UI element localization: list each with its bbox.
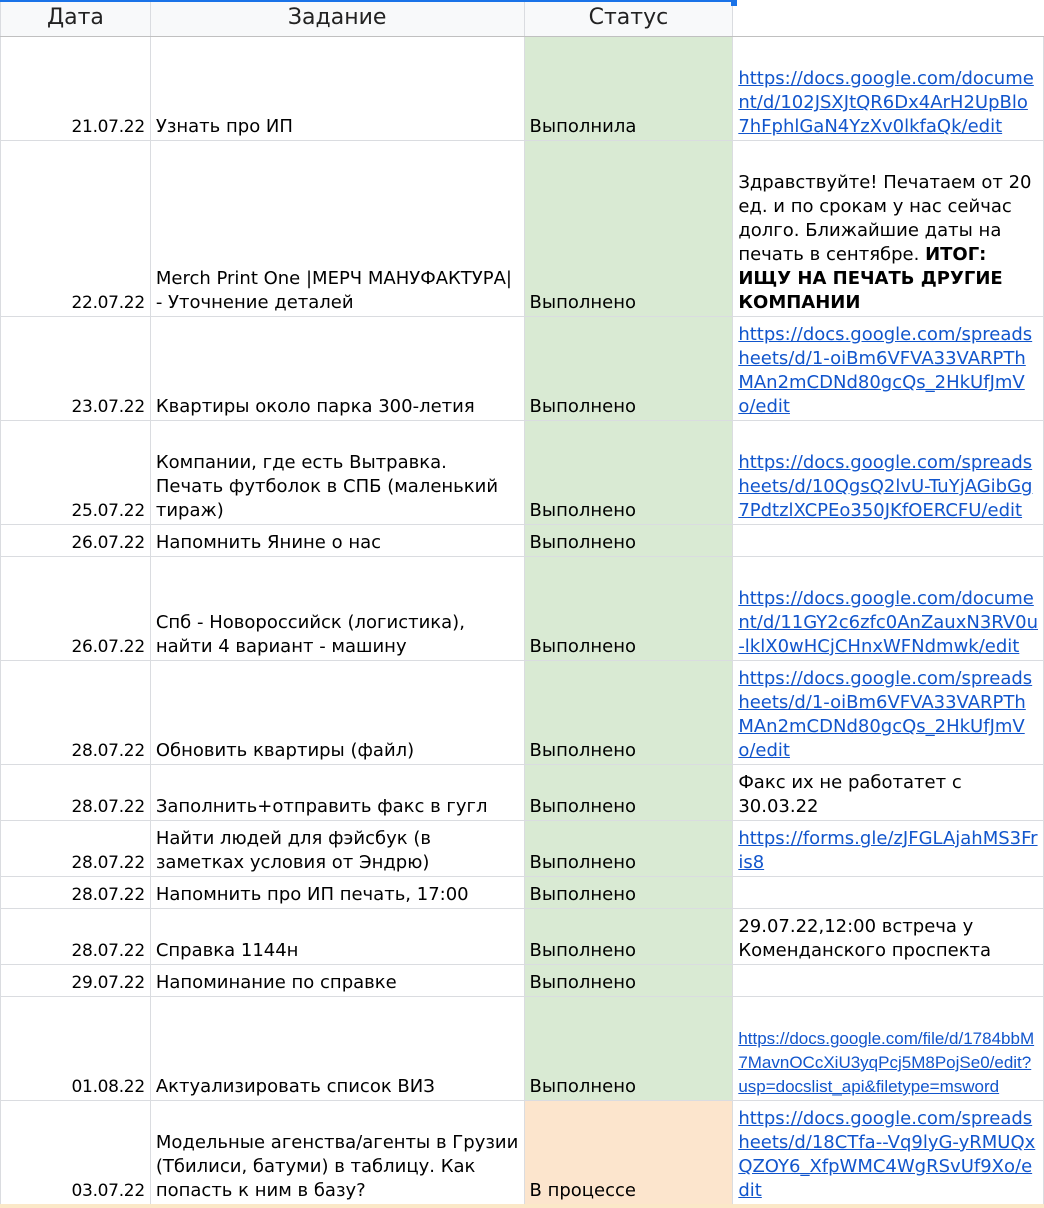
cell-note[interactable] (733, 661, 1044, 765)
cell-note[interactable] (733, 821, 1044, 877)
header-notes[interactable] (733, 1, 1044, 37)
table-row (1, 877, 1044, 909)
table-row (1, 317, 1044, 421)
table-row (1, 661, 1044, 765)
header-row (1, 1, 1044, 37)
note-link[interactable]: https://forms.gle/zJFGLAjahMS3Fris8 (738, 828, 1038, 873)
note-text: Здравствуйте! Печатаем от 20 ед. и по срокам у нас сейчас долго. Ближайшие даты на печать в сентябре. (738, 172, 1032, 265)
cell-task[interactable]: Спб - Новороссийск (логистика), найти 4 вариант - машину (150, 557, 524, 661)
note-text: 29.07.22,12:00 встреча у Коменданского проспекта (738, 916, 992, 961)
table-row (1, 1101, 1044, 1205)
cell-task[interactable]: Модельные агенства/агенты в Грузии (Тбилиси, батуми) в таблицу. Как попасть к ним в базу? (150, 1101, 524, 1205)
table-row (1, 965, 1044, 997)
cell-status[interactable]: Выполнено (524, 661, 733, 765)
note-link[interactable]: https://docs.google.com/document/d/11GY2c6zfc0AnZauxN3RV0u-lklX0wHCjCHnxWFNdmwk/edit (738, 588, 1038, 657)
cell-note[interactable] (733, 141, 1044, 317)
cell-task[interactable]: Обновить квартиры (файл) (150, 661, 524, 765)
table-row (1, 997, 1044, 1101)
cell-date[interactable]: 22.07.22 (1, 141, 151, 317)
cell-status[interactable]: Выполнено (524, 557, 733, 661)
cell-date[interactable]: 28.07.22 (1, 821, 151, 877)
cell-date[interactable]: 26.07.22 (1, 557, 151, 661)
cell-status[interactable]: В процессе (524, 1101, 733, 1205)
cell-status[interactable]: Выполнено (524, 525, 733, 557)
cell-status[interactable]: Выполнено (524, 141, 733, 317)
next-row-edge (0, 1204, 1044, 1208)
cell-note[interactable] (733, 1101, 1044, 1205)
note-link[interactable]: https://docs.google.com/document/d/102JSXJtQR6Dx4ArH2UpBlo7hFphlGaN4YzXv0lkfaQk/edit (738, 68, 1034, 137)
cell-task[interactable]: Справка 1144н (150, 909, 524, 965)
note-link[interactable]: https://docs.google.com/spreadsheets/d/1-oiBm6VFVA33VARPThMAn2mCDNd80gcQs_2HkUfJmVo/edit (738, 324, 1033, 417)
cell-task[interactable]: Напоминание по справке (150, 965, 524, 997)
cell-status[interactable]: Выполнила (524, 37, 733, 141)
cell-status[interactable]: Выполнено (524, 317, 733, 421)
cell-status[interactable]: Выполнено (524, 421, 733, 525)
cell-task[interactable]: Узнать про ИП (150, 37, 524, 141)
cell-date[interactable]: 03.07.22 (1, 1101, 151, 1205)
cell-date[interactable]: 28.07.22 (1, 909, 151, 965)
cell-note[interactable] (733, 765, 1044, 821)
header-task[interactable]: Задание (150, 1, 524, 37)
selection-border (0, 0, 733, 2)
note-link[interactable]: https://docs.google.com/spreadsheets/d/18CTfa--Vq9lyG-yRMUQxQZOY6_XfpWMC4WgRSvUf9Xo/edit (738, 1108, 1036, 1201)
cell-note[interactable] (733, 37, 1044, 141)
header-date[interactable]: Дата (1, 1, 151, 37)
cell-status[interactable]: Выполнено (524, 909, 733, 965)
table-row (1, 141, 1044, 317)
table-row (1, 421, 1044, 525)
cell-date[interactable]: 29.07.22 (1, 965, 151, 997)
cell-date[interactable]: 28.07.22 (1, 765, 151, 821)
cell-note[interactable] (733, 557, 1044, 661)
cell-task[interactable]: Напомнить про ИП печать, 17:00 (150, 877, 524, 909)
table-row (1, 909, 1044, 965)
cell-task[interactable]: Компании, где есть Вытравка. Печать футболок в СПБ (маленький тираж) (150, 421, 524, 525)
table-row (1, 37, 1044, 141)
cell-task[interactable]: Напомнить Янине о нас (150, 525, 524, 557)
cell-task[interactable]: Найти людей для фэйсбук (в заметках условия от Эндрю) (150, 821, 524, 877)
note-link[interactable]: https://docs.google.com/spreadsheets/d/10QgsQ2lvU-TuYjAGibGg7PdtzlXCPEo350JKfOERCFU/edit (738, 452, 1033, 521)
cell-task[interactable]: Квартиры около парка 300-летия (150, 317, 524, 421)
cell-note[interactable] (733, 965, 1044, 997)
note-bold-text: ИТОГ: ИЩУ НА ПЕЧАТЬ ДРУГИЕ КОМПАНИИ (738, 244, 1003, 313)
table-row (1, 525, 1044, 557)
cell-note[interactable] (733, 317, 1044, 421)
note-text: Факс их не работатет с 30.03.22 (738, 772, 962, 817)
note-link[interactable]: https://docs.google.com/file/d/1784bbM7MavnOCcXiU3yqPcj5M8PojSe0/edit?usp=docslist_api&filetype=msword (738, 1029, 1035, 1096)
cell-status[interactable]: Выполнено (524, 997, 733, 1101)
cell-note[interactable] (733, 877, 1044, 909)
cell-note[interactable] (733, 909, 1044, 965)
cell-status[interactable]: Выполнено (524, 877, 733, 909)
cell-task[interactable]: Merch Print One |МЕРЧ МАНУФАКТУРА| - Уточнение деталей (150, 141, 524, 317)
table-body (1, 37, 1044, 1205)
cell-date[interactable]: 28.07.22 (1, 661, 151, 765)
cell-status[interactable]: Выполнено (524, 821, 733, 877)
cell-task[interactable]: Заполнить+отправить факс в гугл (150, 765, 524, 821)
cell-status[interactable]: Выполнено (524, 765, 733, 821)
cell-date[interactable]: 23.07.22 (1, 317, 151, 421)
cell-note[interactable] (733, 997, 1044, 1101)
cell-date[interactable]: 28.07.22 (1, 877, 151, 909)
cell-date[interactable]: 26.07.22 (1, 525, 151, 557)
table-row (1, 821, 1044, 877)
table-row (1, 765, 1044, 821)
table-row (1, 557, 1044, 661)
cell-date[interactable]: 01.08.22 (1, 997, 151, 1101)
cell-note[interactable] (733, 525, 1044, 557)
selection-fill-handle[interactable] (731, 0, 737, 6)
cell-status[interactable]: Выполнено (524, 965, 733, 997)
note-link[interactable]: https://docs.google.com/spreadsheets/d/1-oiBm6VFVA33VARPThMAn2mCDNd80gcQs_2HkUfJmVo/edit (738, 668, 1033, 761)
cell-date[interactable]: 25.07.22 (1, 421, 151, 525)
cell-note[interactable] (733, 421, 1044, 525)
cell-task[interactable]: Актуализировать список ВИЗ (150, 997, 524, 1101)
header-status[interactable]: Статус (524, 1, 733, 37)
cell-date[interactable]: 21.07.22 (1, 37, 151, 141)
